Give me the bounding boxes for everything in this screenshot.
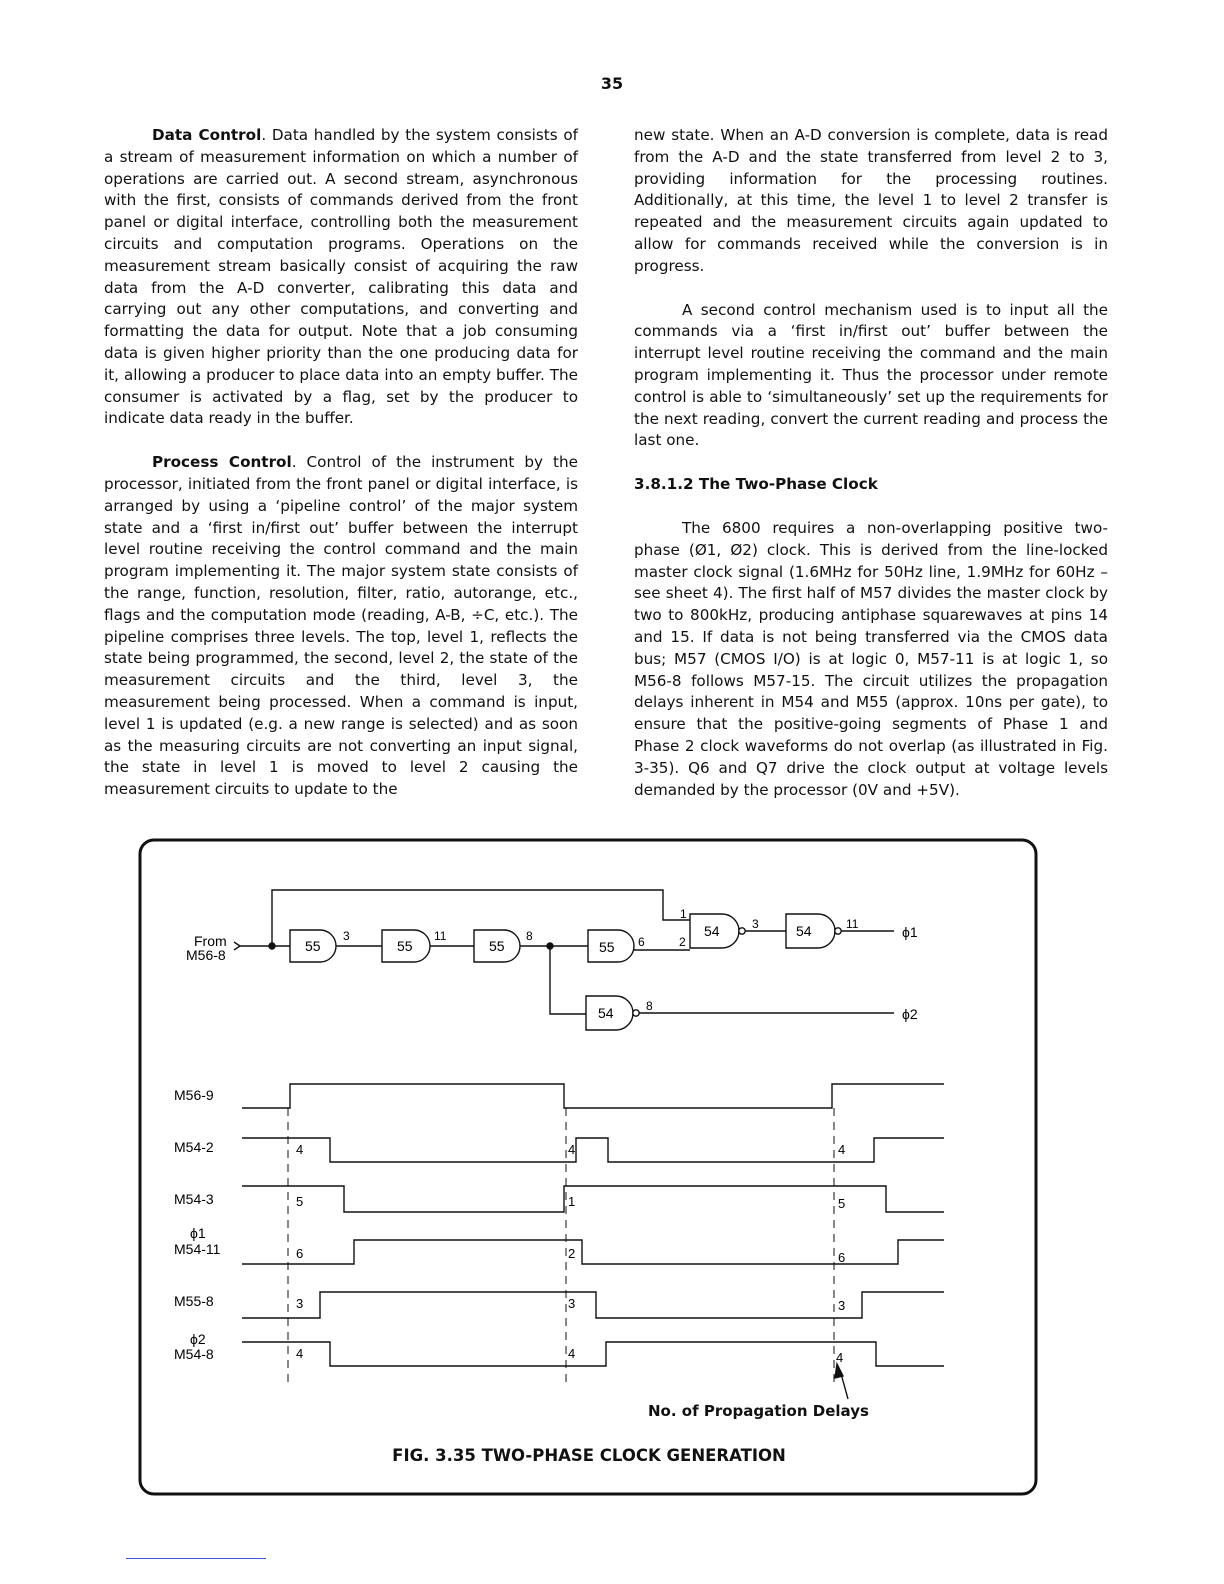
delay-m54-8-b: 4 (568, 1346, 576, 1361)
input-label-from: From (194, 933, 227, 949)
paragraph-second-mechanism: A second control mechanism used is to input all the commands via a ‘first in/first out’ buffer between the interrupt level routine receiving the command and the main program implementing it. Thus the processor under remote control is able to ‘simultaneously’ set up the requirements for the next reading, convert the current reading and process the last one. (634, 300, 1108, 450)
delay-m54-11-a: 6 (296, 1246, 304, 1261)
paragraph-process-control (104, 452, 578, 801)
delay-m54-8-a: 4 (296, 1346, 304, 1361)
note-arrow (835, 1364, 848, 1399)
figure-drawing (138, 834, 1040, 1498)
gate-54-b: 54 (796, 923, 812, 939)
bottom-rule (126, 1558, 266, 1559)
input-label-m568: M56-8 (186, 947, 226, 963)
delay-m54-8-c: 4 (836, 1350, 844, 1365)
label-m54-8: M54-8 (174, 1346, 214, 1362)
delay-m54-2-a: 4 (296, 1142, 304, 1157)
delay-m54-3-b: 1 (568, 1194, 576, 1209)
wave-m56-9 (242, 1084, 944, 1108)
delay-m55-8-b: 3 (568, 1296, 576, 1311)
label-phi2-prefix: ϕ2 (190, 1331, 206, 1347)
page-number: 35 (600, 74, 624, 93)
label-m55-8: M55-8 (174, 1293, 214, 1309)
pin-3b: 3 (752, 917, 759, 931)
gate-54-c: 54 (598, 1005, 614, 1021)
delay-m54-3-c: 5 (838, 1196, 846, 1211)
delay-m54-2-b: 4 (568, 1142, 576, 1157)
figure-caption: FIG. 3.35 TWO-PHASE CLOCK GENERATION (392, 1446, 786, 1465)
gate-55-b: 55 (397, 938, 413, 954)
delay-m54-11-b: 2 (568, 1246, 576, 1261)
section-heading: 3.8.1.2 The Two-Phase Clock (634, 475, 878, 494)
propagation-note: No. of Propagation Delays (648, 1402, 869, 1420)
gate-54-a: 54 (704, 923, 720, 939)
delay-m54-3-a: 5 (296, 1194, 304, 1209)
label-phi1-prefix: ϕ1 (190, 1225, 206, 1241)
figure-two-phase-clock (138, 834, 1040, 1498)
label-m56-9: M56-9 (174, 1087, 214, 1103)
gate-55-c: 55 (489, 938, 505, 954)
circuit (234, 890, 894, 1030)
pin-11: 11 (434, 929, 447, 943)
output-phi1: ϕ1 (902, 924, 918, 940)
lead-process-control: Process Control (152, 453, 292, 472)
right-column (634, 125, 1108, 823)
pin-1: 1 (680, 907, 687, 921)
delay-m55-8-a: 3 (296, 1296, 304, 1311)
input-arrow (234, 942, 240, 950)
text-data-control: . Data handled by the system consists of a stream of measurement information on which a number of operations are carried out. A second stream, asynchronous with the first, consists of commands derived from the front panel or digital interface, controlling both the measurement circuits and computation programs. Operations on the measurement stream basically consist of acquiring the raw data from the A-D converter, calibrating this data and carrying out any other computations, and converting and formatting the data for output. Note that a job consuming data is given higher priority than the one producing data for it, allowing a producer to place data into an empty buffer. The consumer is activated by a flag, set by the producer to indicate data ready in the buffer. (104, 126, 578, 428)
lead-data-control: Data Control (152, 126, 262, 144)
label-m54-3: M54-3 (174, 1191, 214, 1207)
text-process-control: . Control of the instrument by the processor, initiated from the front panel or digital interface, is arranged by using a ‘pipeline control’ of the major system state and a ‘first in/first out’ buffer between the interrupt level routine receiving the control command and the main program implementing it. The major system state consists of the range, function, resolution, filter, ratio, autorange, etc., flags and the computation mode (reading, A-B, ÷C, etc.). The pipeline comprises three levels. The top, level 1, reflects the state being programmed, the second, level 2, the state of the measurement circuits and the third, level 3, the measurement being processed. When a command is input, level 1 is updated (e.g. a new range is selected) and as soon as the measuring circuits are not converting an input signal, the state in level 1 is moved to level 2 causing the measurement circuits to update to the (104, 453, 578, 799)
left-column (104, 125, 578, 823)
paragraph-data-control (104, 125, 578, 430)
pin-8b: 8 (646, 999, 653, 1013)
pin-3: 3 (343, 929, 350, 943)
delay-m54-11-c: 6 (838, 1250, 846, 1265)
reference-lines (288, 1108, 834, 1382)
pin-2: 2 (679, 935, 686, 949)
paragraph-two-phase: The 6800 requires a non-overlapping positive two-phase (Ø1, Ø2) clock. This is derived from the line-locked master clock signal (1.6MHz for 50Hz line, 1.9MHz for 60Hz – see sheet 4). The first half of M57 divides the master clock by two to 800kHz, producing antiphase squarewaves at pins 14 and 15. If data is not being transferred via the CMOS data bus; M57 (CMOS I/O) is at logic 0, M57-11 is at logic 1, so M56-8 follows M57-15. The circuit utilizes the propagation delays inherent in M54 and M55 (approx. 10ns per gate), to ensure that the positive-going segments of Phase 1 and Phase 2 clock waveforms do not overlap (as illustrated in Fig. 3-35). Q6 and Q7 drive the clock output at voltage levels demanded by the processor (0V and +5V). (634, 518, 1108, 799)
gate-55-a: 55 (305, 938, 321, 954)
label-m54-2: M54-2 (174, 1139, 214, 1155)
paragraph-new-state: new state. When an A-D conversion is complete, data is read from the A-D and the state transferred from level 2 to 3, providing information for the processing routines. Additionally, at this time, the level 1 to level 2 transfer is repeated and the measurement circuits again updated to allow for commands received while the conversion is in progress. (634, 126, 1108, 275)
delay-m55-8-c: 3 (838, 1298, 846, 1313)
delay-m54-2-c: 4 (838, 1142, 846, 1157)
output-phi2: ϕ2 (902, 1006, 918, 1022)
gate-55-d: 55 (599, 939, 615, 955)
timing-waveforms (242, 1084, 944, 1366)
pin-11b: 11 (846, 917, 859, 931)
pin-6: 6 (638, 935, 645, 949)
label-m54-11: M54-11 (174, 1241, 221, 1257)
pin-8: 8 (526, 929, 533, 943)
